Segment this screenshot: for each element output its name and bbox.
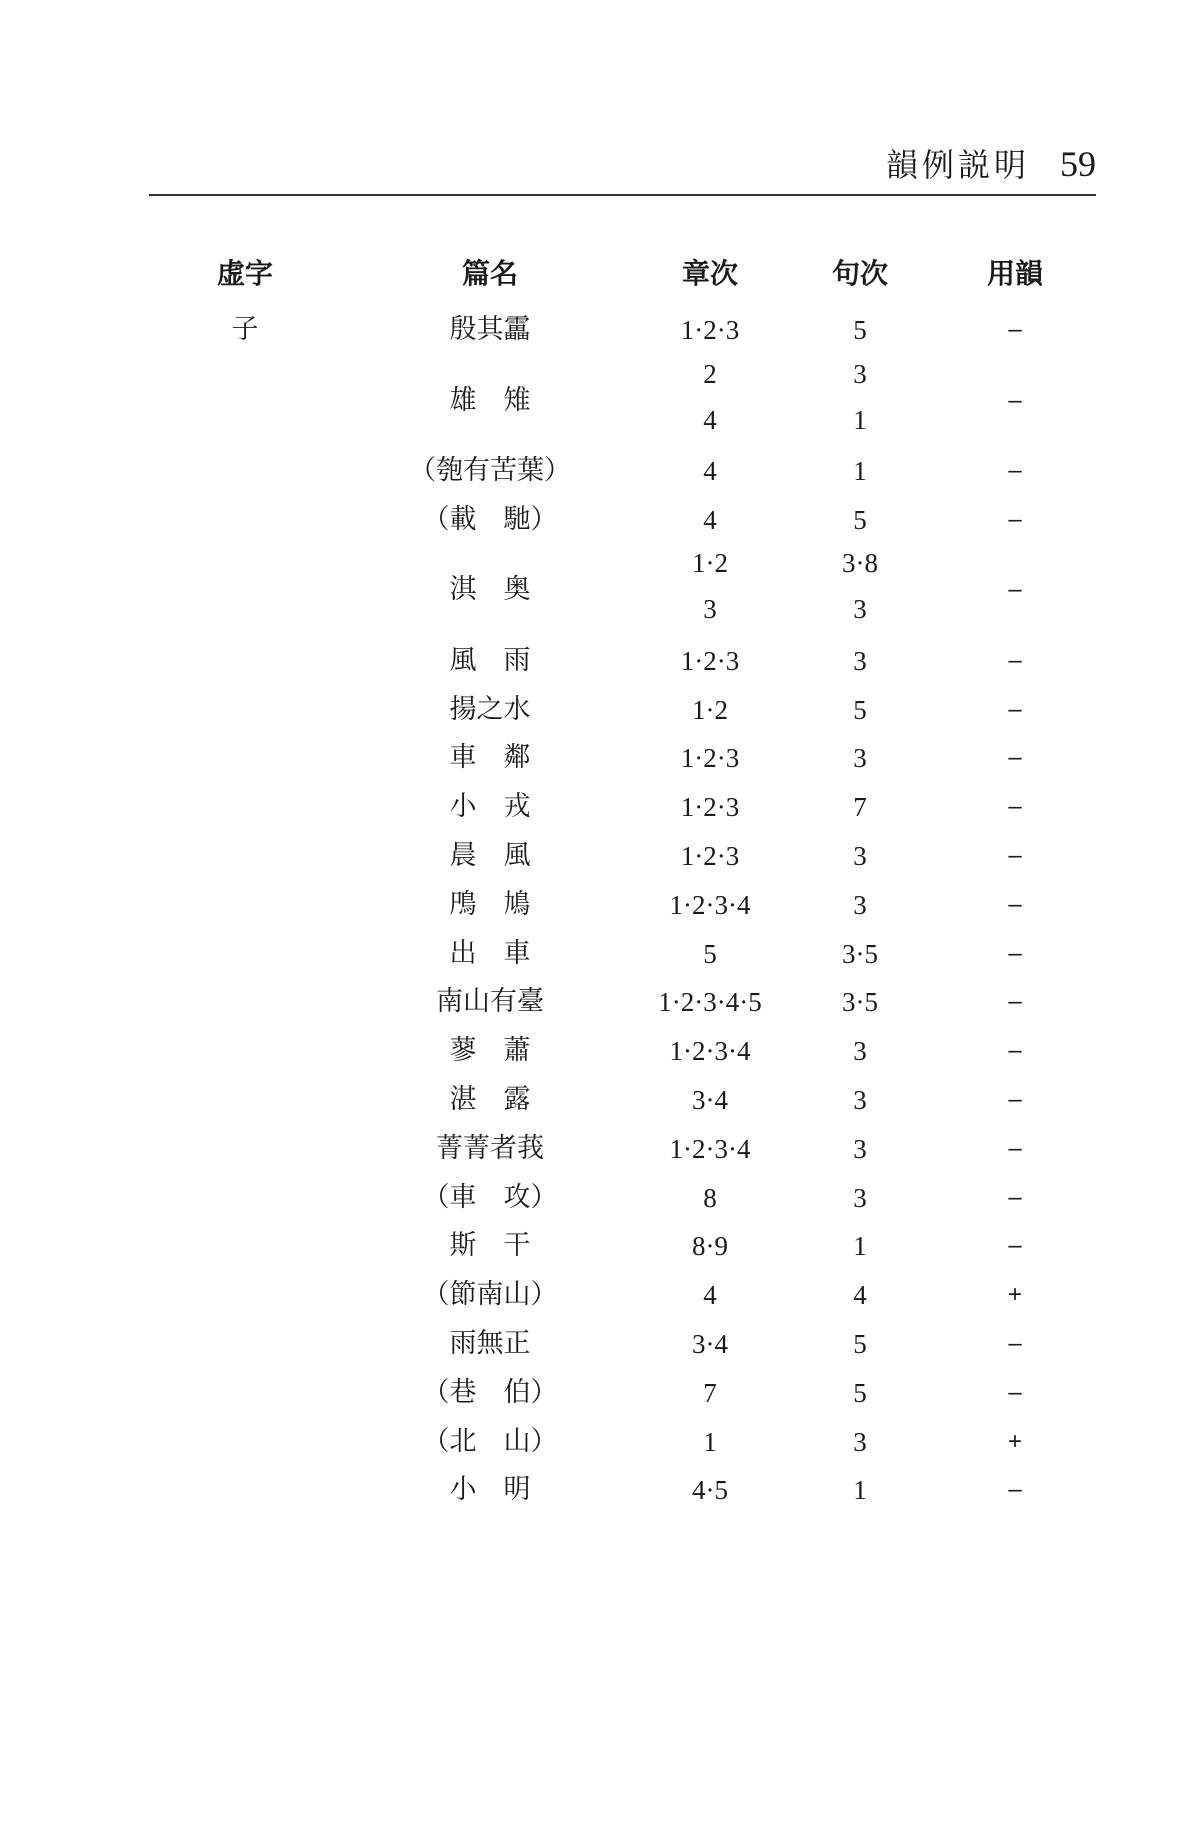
cell-yong: – xyxy=(1008,695,1022,723)
table-row xyxy=(0,1368,1200,1417)
cell-title: 南山有臺 xyxy=(436,986,544,1018)
column-header-zhang: 章次 xyxy=(681,257,738,290)
cell-ju xyxy=(800,540,920,632)
cell-ju xyxy=(800,351,920,443)
cell-zhang: 1·2·3 xyxy=(680,792,740,823)
column-header-yong: 用韻 xyxy=(986,257,1043,290)
table-row xyxy=(0,447,1200,496)
column-header-title: 篇名 xyxy=(461,257,518,290)
table-row xyxy=(0,496,1200,545)
cell-title: 晨 風 xyxy=(449,839,531,871)
cell-yong: – xyxy=(1008,1134,1022,1162)
cell-yong: – xyxy=(1008,505,1022,533)
cell-yong: – xyxy=(1008,1037,1022,1065)
cell-ju: 5 xyxy=(853,1328,867,1359)
cell-title: 車 鄰 xyxy=(449,742,531,774)
table-row xyxy=(0,832,1200,881)
page-number: 59 xyxy=(1060,144,1096,184)
cell-ju: 3 xyxy=(853,1084,867,1115)
cell-title: 湛 露 xyxy=(449,1083,531,1115)
column-header-xuzi: 虚字 xyxy=(216,257,273,290)
cell-zhang: 4 xyxy=(703,504,717,535)
table-row xyxy=(0,783,1200,832)
cell-zhang: 5 xyxy=(703,938,717,969)
cell-yong: – xyxy=(1008,939,1022,967)
cell-zhang-line: 3 xyxy=(703,594,717,625)
table-row xyxy=(0,1271,1200,1320)
table-row xyxy=(0,880,1200,929)
cell-zhang: 4·5 xyxy=(692,1475,728,1506)
cell-ju: 3·5 xyxy=(842,938,878,969)
header-rule xyxy=(149,194,1096,196)
table-row xyxy=(0,1076,1200,1125)
cell-ju: 3 xyxy=(853,1426,867,1457)
table-row xyxy=(0,1466,1200,1515)
cell-yong: – xyxy=(1008,1329,1022,1357)
cell-zhang: 1·2·3·4 xyxy=(669,1036,751,1067)
cell-xuzi: 子 xyxy=(231,314,259,346)
cell-zhang: 1·2·3·4 xyxy=(669,889,751,920)
table-row xyxy=(0,1320,1200,1369)
cell-yong: – xyxy=(1008,1183,1022,1211)
cell-title: （車 攻） xyxy=(422,1181,558,1213)
cell-title: 小 明 xyxy=(449,1474,531,1506)
table-row xyxy=(0,636,1200,685)
cell-ju: 3 xyxy=(853,840,867,871)
cell-zhang: 1·2·3·4·5 xyxy=(658,987,762,1018)
cell-yong: – xyxy=(1008,1378,1022,1406)
table-row xyxy=(0,306,1200,355)
cell-title: 淇 奥 xyxy=(449,574,531,606)
cell-zhang-line: 4 xyxy=(703,404,717,435)
cell-zhang: 1·2·3 xyxy=(680,315,740,346)
rhyme-table xyxy=(0,248,1200,1515)
cell-yong: + xyxy=(1007,1427,1022,1455)
cell-zhang: 8·9 xyxy=(692,1231,728,1262)
cell-zhang: 3·4 xyxy=(692,1084,728,1115)
cell-title: （匏有苦葉） xyxy=(409,455,571,487)
cell-ju: 3 xyxy=(853,1182,867,1213)
cell-zhang: 4 xyxy=(703,1280,717,1311)
cell-ju: 3·5 xyxy=(842,987,878,1018)
table-row xyxy=(0,1124,1200,1173)
cell-yong: – xyxy=(1008,316,1022,344)
cell-yong: – xyxy=(1008,1232,1022,1260)
cell-zhang: 1·2·3 xyxy=(680,645,740,676)
cell-zhang: 7 xyxy=(703,1377,717,1408)
cell-title: 菁菁者莪 xyxy=(436,1132,544,1164)
cell-ju-line: 3 xyxy=(853,594,867,625)
cell-title: 風 雨 xyxy=(449,644,531,676)
cell-zhang: 1·2·3 xyxy=(680,743,740,774)
table-row xyxy=(0,1027,1200,1076)
cell-title: 斯 干 xyxy=(449,1230,531,1262)
cell-title: 鳲 鳩 xyxy=(449,888,531,920)
cell-yong: – xyxy=(1008,576,1022,604)
cell-yong: – xyxy=(1008,386,1022,414)
cell-zhang xyxy=(600,540,820,632)
cell-title: 雨無正 xyxy=(449,1327,531,1359)
cell-yong: – xyxy=(1008,841,1022,869)
table-row xyxy=(0,1222,1200,1271)
column-header-ju: 句次 xyxy=(831,257,888,290)
cell-ju-line: 3 xyxy=(853,358,867,389)
table-row xyxy=(0,355,1200,447)
cell-title: 小 戎 xyxy=(449,791,531,823)
cell-yong: – xyxy=(1008,744,1022,772)
cell-title: （北 山） xyxy=(422,1425,558,1457)
table-row xyxy=(0,734,1200,783)
cell-yong: – xyxy=(1008,1085,1022,1113)
cell-zhang xyxy=(600,351,820,443)
cell-ju-line: 1 xyxy=(853,404,867,435)
cell-ju: 3 xyxy=(853,1133,867,1164)
table-row xyxy=(0,929,1200,978)
cell-zhang: 3·4 xyxy=(692,1328,728,1359)
cell-title: （節南山） xyxy=(422,1279,558,1311)
cell-zhang: 1·2·3 xyxy=(680,840,740,871)
cell-ju: 5 xyxy=(853,694,867,725)
cell-zhang-line: 1·2 xyxy=(692,548,728,579)
cell-ju-line: 3·8 xyxy=(842,548,878,579)
cell-zhang-line: 2 xyxy=(703,358,717,389)
cell-title: 殷其靁 xyxy=(449,314,531,346)
cell-yong: – xyxy=(1008,646,1022,674)
cell-title: 出 車 xyxy=(449,937,531,969)
cell-yong: – xyxy=(1008,457,1022,485)
table-row xyxy=(0,1417,1200,1466)
table-row xyxy=(0,685,1200,734)
running-title: 韻例説明 xyxy=(885,146,1030,184)
cell-title: （載 馳） xyxy=(422,503,558,535)
table-row xyxy=(0,544,1200,636)
cell-ju: 3 xyxy=(853,645,867,676)
cell-ju: 3 xyxy=(853,1036,867,1067)
cell-zhang: 8 xyxy=(703,1182,717,1213)
cell-ju: 5 xyxy=(853,504,867,535)
cell-title: 雄 雉 xyxy=(449,384,531,416)
running-head xyxy=(886,140,1096,186)
cell-title: （巷 伯） xyxy=(422,1376,558,1408)
cell-ju: 5 xyxy=(853,1377,867,1408)
cell-ju: 4 xyxy=(853,1280,867,1311)
cell-zhang: 4 xyxy=(703,456,717,487)
table-row xyxy=(0,978,1200,1027)
cell-ju: 1 xyxy=(853,456,867,487)
cell-ju: 7 xyxy=(853,792,867,823)
cell-yong: – xyxy=(1008,1476,1022,1504)
cell-yong: + xyxy=(1007,1281,1022,1309)
cell-ju: 5 xyxy=(853,315,867,346)
cell-ju: 3 xyxy=(853,743,867,774)
cell-zhang: 1 xyxy=(703,1426,717,1457)
table-body xyxy=(0,306,1200,1515)
cell-yong: – xyxy=(1008,890,1022,918)
cell-ju: 3 xyxy=(853,889,867,920)
cell-yong: – xyxy=(1008,988,1022,1016)
table-header-row xyxy=(0,248,1200,306)
cell-zhang: 1·2 xyxy=(692,694,728,725)
cell-zhang: 1·2·3·4 xyxy=(669,1133,751,1164)
cell-title: 蓼 蕭 xyxy=(449,1035,531,1067)
cell-ju: 1 xyxy=(853,1475,867,1506)
cell-title: 揚之水 xyxy=(449,693,531,725)
cell-ju: 1 xyxy=(853,1231,867,1262)
table-row xyxy=(0,1173,1200,1222)
cell-yong: – xyxy=(1008,793,1022,821)
